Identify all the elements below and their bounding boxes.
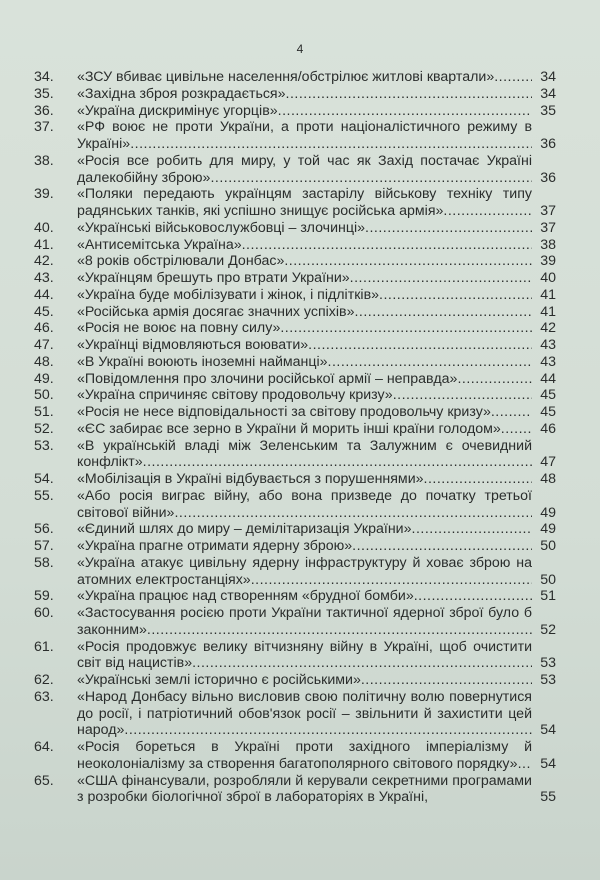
entry-page-number: 53 [540,672,556,688]
toc-entry[interactable] [34,270,556,287]
entry-number: 58. [34,554,54,571]
entry-page-number: 38 [540,236,556,253]
toc-entry[interactable] [34,304,556,321]
entry-page-number: 36 [540,169,556,186]
toc-entry[interactable] [34,320,556,337]
entry-title-text: «Народ Донбасу вільно висловив свою політичну волю повернутися до росії, і патріотичний обов'язок росії – звільнити й захистити цей народ» ..... [77,689,532,739]
entry-number: 47. [34,337,54,353]
entry-page-number: 45 [540,387,556,404]
toc-entry[interactable] [34,69,556,86]
entry-number: 65. [34,772,54,789]
entry-page-number: 36 [540,136,556,152]
entry-number: 57. [34,538,54,554]
toc-entry[interactable] [34,354,556,371]
entry-title [77,354,532,371]
entry-number: 49. [34,370,54,387]
entry-page-number: 51 [540,588,556,605]
entry-number: 55. [34,487,54,504]
entry-title [77,69,532,86]
entry-title-text: «Або росія виграє війну, або вона призведе до початку третьої світової війни» ..... [77,488,532,521]
entry-number: 41. [34,236,54,253]
entry-page-number: 37 [540,219,556,236]
entry-page-number: 48 [540,471,556,487]
entry-number: 48. [34,353,54,370]
toc-entry[interactable] [34,639,556,673]
toc-entry[interactable] [34,588,556,605]
entry-number: 61. [34,638,54,655]
entry-number: 43. [34,270,54,286]
toc-entry[interactable] [34,237,556,254]
entry-number: 44. [34,286,54,303]
entry-page-number: 49 [540,521,556,538]
entry-title-text: «Антисемітська Україна» ..... [77,237,242,253]
entry-number: 50. [34,387,54,404]
entry-number: 54. [34,471,54,487]
entry-number: 51. [34,404,54,420]
entry-title-text: «Українці відмовляються воювати» ..... [77,337,308,353]
entry-page-number: 37 [540,203,556,219]
entry-page-number: 49 [540,504,556,521]
entry-title-text: «Росія не воює на повну силу» ..... [77,320,280,336]
entry-title [77,438,532,472]
entry-page-number: 55 [540,789,556,806]
entry-number: 46. [34,320,54,337]
entry-number: 64. [34,739,54,755]
entry-title [77,153,532,187]
toc-entry[interactable] [34,689,556,739]
toc-entry[interactable] [34,220,556,237]
entry-title [77,287,532,304]
entry-title-text: «Україна дискримінує угорців» ..... [77,103,278,119]
toc-entry[interactable] [34,438,556,472]
entry-title [77,404,532,421]
toc-entry[interactable] [34,739,556,773]
entry-number: 45. [34,303,54,320]
toc-entry[interactable] [34,773,556,807]
entry-title [77,689,532,739]
entry-title-text: «ЗСУ вбиває цивільне населення/обстрілює житлові квартали» ..... [77,69,494,85]
entry-title [77,253,532,270]
entry-title-text: «В українській владі між Зеленським та Залужним є очевидний конфлікт» ..... [77,438,532,471]
entry-page-number: 50 [540,571,556,588]
entry-page-number: 45 [540,404,556,420]
entry-page-number: 35 [540,102,556,119]
entry-title [77,337,532,354]
entry-page-number: 44 [540,370,556,387]
toc-entry[interactable] [34,371,556,388]
entry-page-number: 40 [540,270,556,286]
entry-title [77,672,532,689]
entry-title-text: «Росія не несе відповідальності за світову продовольчу кризу» ..... [77,404,491,420]
entry-number: 62. [34,672,54,688]
entry-title [77,86,532,103]
entry-title [77,186,532,220]
entry-title-text: «Росія продовжує велику вітчизняну війну в Україні, щоб очистити світ від нацистів» ..... [77,639,532,672]
entry-title-text: «Українські військовослужбовці – злочинці» ..... [77,220,365,236]
entry-title [77,270,532,287]
entry-title-text: «Застосування росією проти України тактичної ядерної зброї було б законним» ..... [77,605,532,638]
entry-title [77,237,532,254]
toc-entry[interactable] [34,605,556,639]
entry-title-text: «8 років обстрілювали Донбас» ..... [77,253,284,269]
entry-title [77,320,532,337]
entry-title [77,471,532,488]
entry-title-text: «Українські землі історично є російськими» ..... [77,672,361,688]
entry-number: 38. [34,152,54,169]
entry-title [77,304,532,321]
entry-page-number: 41 [540,303,556,320]
entry-page-number: 42 [540,320,556,337]
entry-title-text: «Росія все робить для миру, у той час як Захід постачає Україні далекобійну зброю» ..... [77,153,532,186]
entry-page-number: 39 [540,253,556,270]
entry-title [77,119,532,153]
entry-page-number: 50 [540,538,556,554]
entry-page-number: 54 [540,755,556,772]
entry-number: 56. [34,521,54,538]
entry-title-text: «Російська армія досягає значних успіхів» ..... [77,304,354,320]
entry-title [77,488,532,522]
toc-entry[interactable] [34,538,556,555]
entry-number: 42. [34,253,54,270]
page-number: 4 [296,42,304,56]
toc-entry[interactable] [34,119,556,153]
toc-entry[interactable] [34,555,556,589]
entry-page-number: 46 [540,420,556,437]
entry-title [77,103,532,120]
entry-title [77,521,532,538]
toc-entry[interactable] [34,488,556,522]
toc-entry[interactable] [34,86,556,103]
entry-number: 60. [34,605,54,621]
entry-page-number: 52 [540,621,556,638]
toc-entry[interactable] [34,186,556,220]
entry-number: 34. [34,69,54,85]
toc-entry[interactable] [34,253,556,270]
toc-entry[interactable] [34,404,556,421]
entry-number: 53. [34,437,54,454]
entry-title-text: «Мобілізація в Україні відбувається з порушеннями» ..... [77,471,424,487]
entry-title-text: «Україна буде мобілізувати і жінок, і підлітків» ..... [77,287,379,303]
entry-title-text: «Україна спричиняє світову продовольчу кризу» ..... [77,387,393,403]
toc-entry[interactable] [34,471,556,488]
entry-title [77,555,532,589]
toc-entry[interactable] [34,287,556,304]
entry-title-text: «Україна атакує цивільну ядерну інфраструктуру й ховає зброю на атомних електростанціях» ..... [77,555,532,588]
toc-entry[interactable] [34,521,556,538]
toc-entry[interactable] [34,421,556,438]
entry-page-number: 41 [540,286,556,303]
entry-number: 59. [34,588,54,605]
entry-title [77,605,532,639]
entry-number: 52. [34,420,54,437]
toc-entry[interactable] [34,387,556,404]
entry-title-text: «Єдиний шлях до миру – демілітаризація України» ..... [77,521,412,537]
entry-number: 39. [34,186,54,203]
entry-title-text: «Західна зброя розкрадається» ..... [77,86,286,102]
entry-number: 40. [34,219,54,236]
toc-entry[interactable] [34,337,556,354]
toc-entry[interactable] [34,672,556,689]
entry-page-number: 53 [540,655,556,672]
entry-number: 35. [34,85,54,102]
entry-title-text: «Україна прагне отримати ядерну зброю» ..... [77,538,352,554]
entry-title [77,220,532,237]
toc-entry[interactable] [34,153,556,187]
entry-title-text: «ЄС забирає все зерно в України й морить інші країни голодом» ..... [77,421,501,437]
entry-page-number: 34 [540,69,556,85]
entry-page-number: 43 [540,337,556,353]
entry-page-number: 34 [540,85,556,102]
entry-title [77,739,532,773]
entry-title-text: «Поляки передають українцям застарілу військову техніку типу радянських танків, які успішно знищує російська армія» ..... [77,186,532,219]
entry-page-number: 47 [540,454,556,471]
entry-title-text: «Росія бореться в Україні проти західного імперіалізму й неоколоніалізму за створення багатополярного світового порядку» ..... [77,739,532,772]
entry-title-text: «Україна працює над створенням «брудної бомби» ..... [77,588,414,604]
entry-title [77,773,532,807]
table-of-contents [34,69,556,806]
entry-title-text: «США фінансували, розробляли й керували секретними програмами з розробки біологічної зброї в лабораторіях в Україні, [77,772,532,806]
entry-title [77,421,532,438]
entry-page-number: 54 [540,722,556,739]
entry-title-text: «Повідомлення про злочини російської армії – неправда» ..... [77,371,457,387]
entry-title [77,588,532,605]
toc-entry[interactable] [34,103,556,120]
entry-number: 37. [34,119,54,136]
entry-title [77,538,532,555]
entry-title-text: «В Україні воюють іноземні найманці» ..... [77,354,328,370]
entry-title [77,387,532,404]
entry-title [77,371,532,388]
entry-page-number: 43 [540,353,556,370]
entry-number: 36. [34,102,54,119]
entry-title-text: «Українцям брешуть про втрати України» ..... [77,270,350,286]
entry-title-text: «РФ воює не проти України, а проти націоналістичного режиму в Україні» ..... [77,119,532,152]
entry-title [77,639,532,673]
entry-number: 63. [34,688,54,705]
